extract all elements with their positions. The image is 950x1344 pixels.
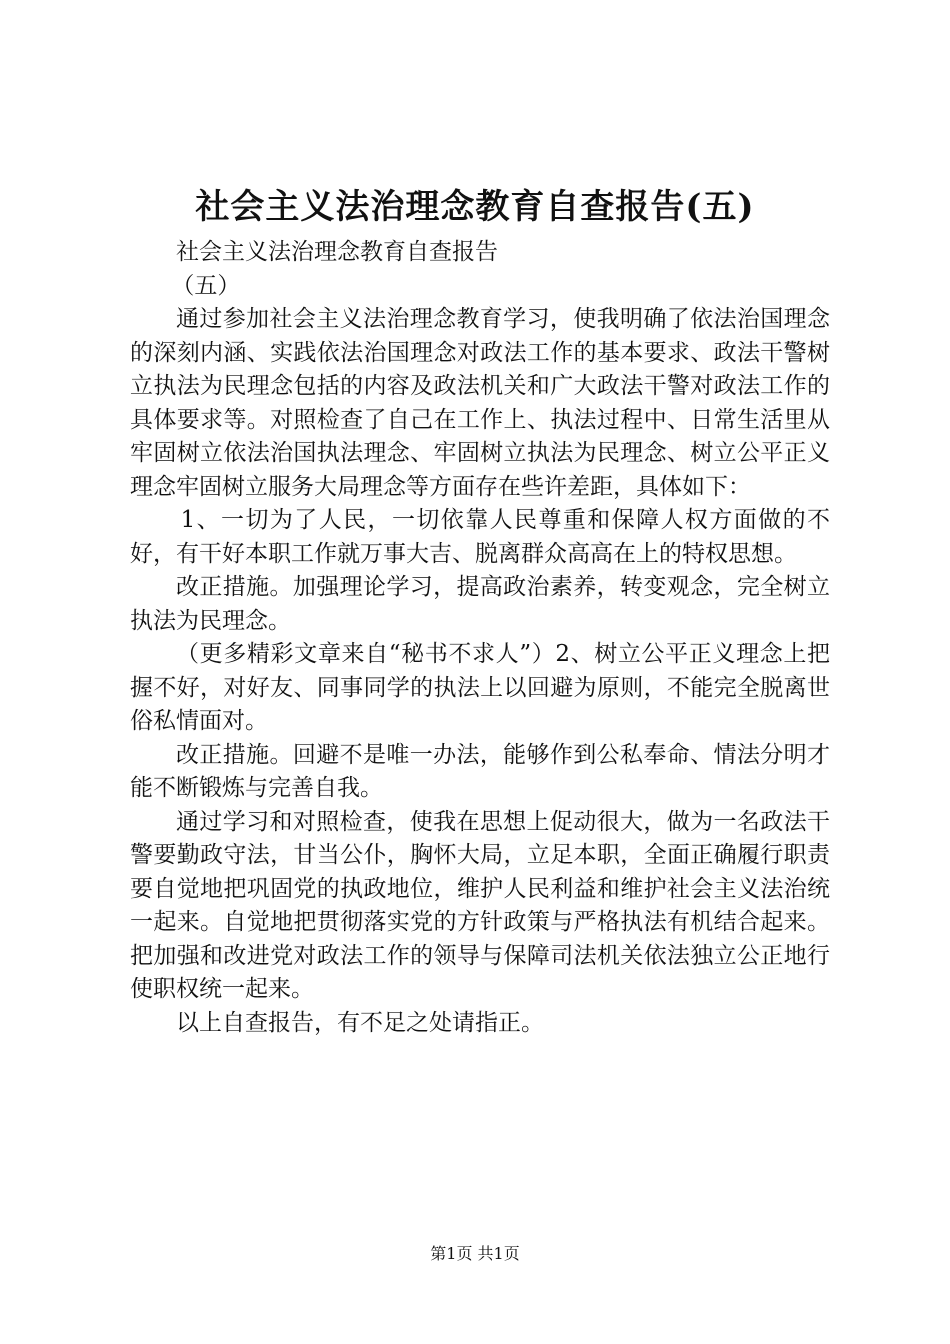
paragraph-item-2: （更多精彩文章来自“秘书不求人”）2、树立公平正义理念上把握不好，对好友、同事同学的执法上以回避为原则，不能完全脱离世俗私情面对。: [130, 641, 830, 734]
page-footer: 第1页 共1页: [430, 1244, 520, 1263]
paragraph-closing: 以上自查报告，有不足之处请指正。: [176, 1009, 544, 1036]
paragraph-conclusion: 通过学习和对照检查，使我在思想上促动很大，做为一名政法干警要勤政守法，甘当公仆，胸怀大局，立足本职，全面正确履行职责要自觉地把巩固党的执政地位，维护人民利益和维护社会主义法治统一起来。自觉地把贯彻落实党的方针政策与严格执法有机结合起来。把加强和改进党对政法工作的领导与保障司法机关依法独立公正地行使职权统一起来。: [130, 808, 830, 1002]
document-body: [130, 236, 830, 1040]
paragraph-intro: 通过参加社会主义法治理念教育学习，使我明确了依法治国理念的深刻内涵、实践依法治国理念对政法工作的基本要求、政法干警树立执法为民理念包括的内容及政法机关和广大政法干警对政法工作的具体要求等。对照检查了自己在工作上、执法过程中、日常生活里从牢固树立依法治国执法理念、牢固树立执法为民理念、树立公平正义理念牢固树立服务大局理念等方面存在些许差距，具体如下：: [130, 306, 830, 500]
subtitle-line-2: （五）: [171, 272, 241, 299]
subtitle-line-1: 社会主义法治理念教育自查报告: [176, 239, 498, 265]
paragraph-item-1: 1、一切为了人民，一切依靠人民尊重和保障人权方面做的不好，有干好本职工作就万事大吉、脱离群众高高在上的特权思想。: [130, 507, 830, 567]
document-title: 社会主义法治理念教育自查报告(五): [195, 187, 755, 227]
paragraph-correction-2: 改正措施。回避不是唯一办法，能够作到公私奉命、情法分明才能不断锻炼与完善自我。: [130, 741, 830, 801]
paragraph-correction-1: 改正措施。加强理论学习，提高政治素养，转变观念，完全树立执法为民理念。: [130, 574, 830, 634]
